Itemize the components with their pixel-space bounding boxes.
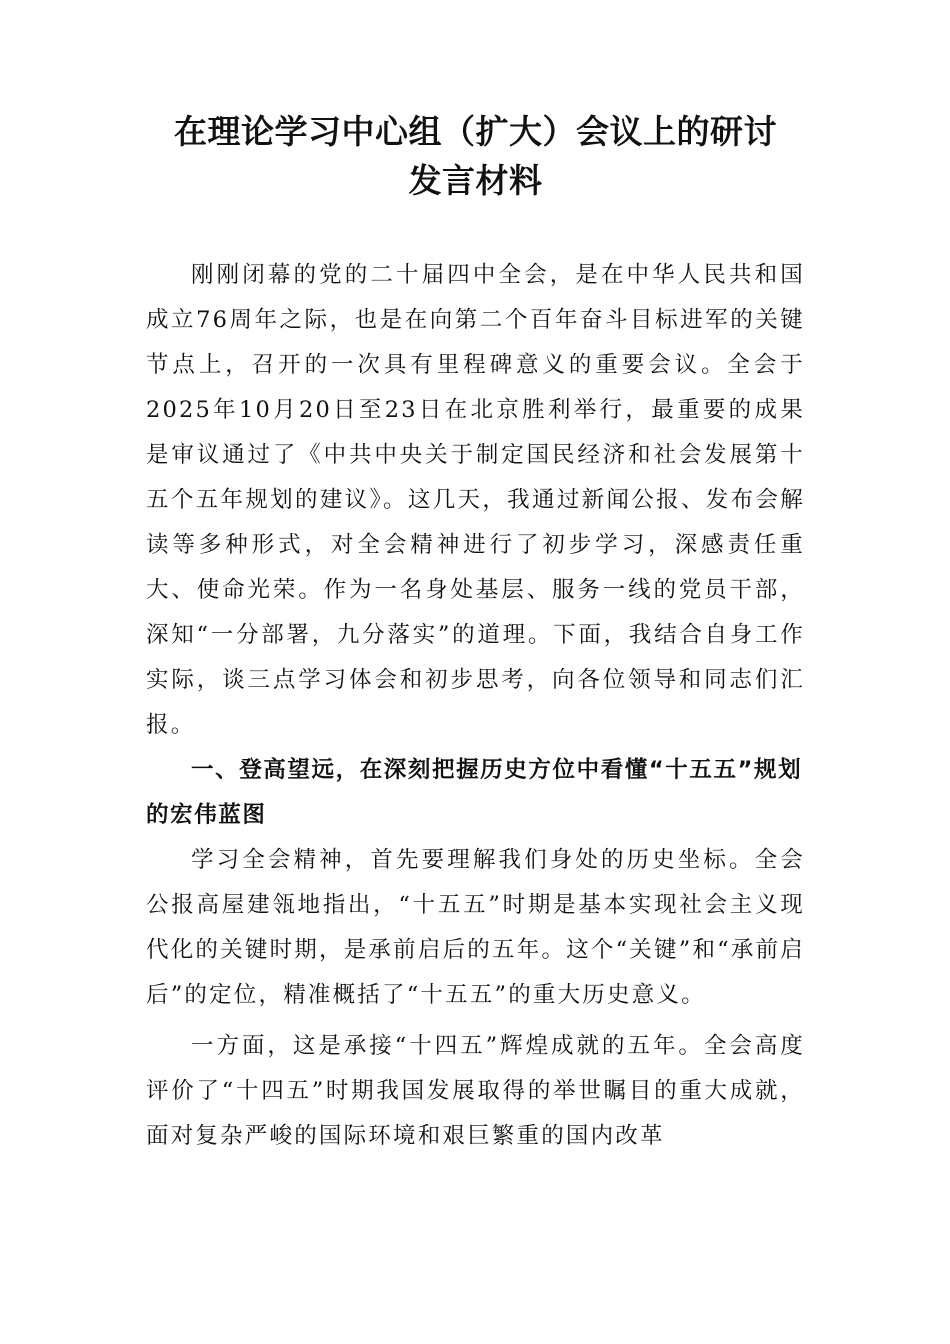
document-body: [146, 253, 805, 1159]
document-title-line-2: 发言材料: [408, 161, 543, 200]
document-title-line-1: 在理论学习中心组（扩大）会议上的研讨: [174, 112, 777, 151]
section-heading-1: 一、登高望远，在深刻把握历史方位中看懂“十五五”规划的宏伟蓝图: [146, 757, 803, 828]
body-paragraph-2: 一方面，这是承接“十四五”辉煌成就的五年。全会高度评价了“十四五”时期我国发展取得的举世瞩目的重大成就，面对复杂严峻的国际环境和艰巨繁重的国内改革: [146, 1033, 805, 1149]
intro-paragraph: 刚刚闭幕的党的二十届四中全会，是在中华人民共和国成立76周年之际，也是在向第二个百年奋斗目标进军的关键节点上，召开的一次具有里程碑意义的重要会议。全会于2025年10月20日至23日在北京胜利举行，最重要的成果是审议通过了《中共中央关于制定国民经济和社会发展第十五个五年规划的建议》。这几天，我通过新闻公报、发布会解读等多种形式，对全会精神进行了初步学习，深感责任重大、使命光荣。作为一名身处基层、服务一线的党员干部，深知“一分部署，九分落实”的道理。下面，我结合自身工作实际，谈三点学习体会和初步思考，向各位领导和同志们汇报。: [146, 262, 805, 738]
body-paragraph-1: 学习全会精神，首先要理解我们身处的历史坐标。全会公报高屋建瓴地指出，“十五五”时期是基本实现社会主义现代化的关键时期，是承前启后的五年。这个“关键”和“承前启后”的定位，精准概括了“十五五”的重大历史意义。: [146, 847, 805, 1008]
